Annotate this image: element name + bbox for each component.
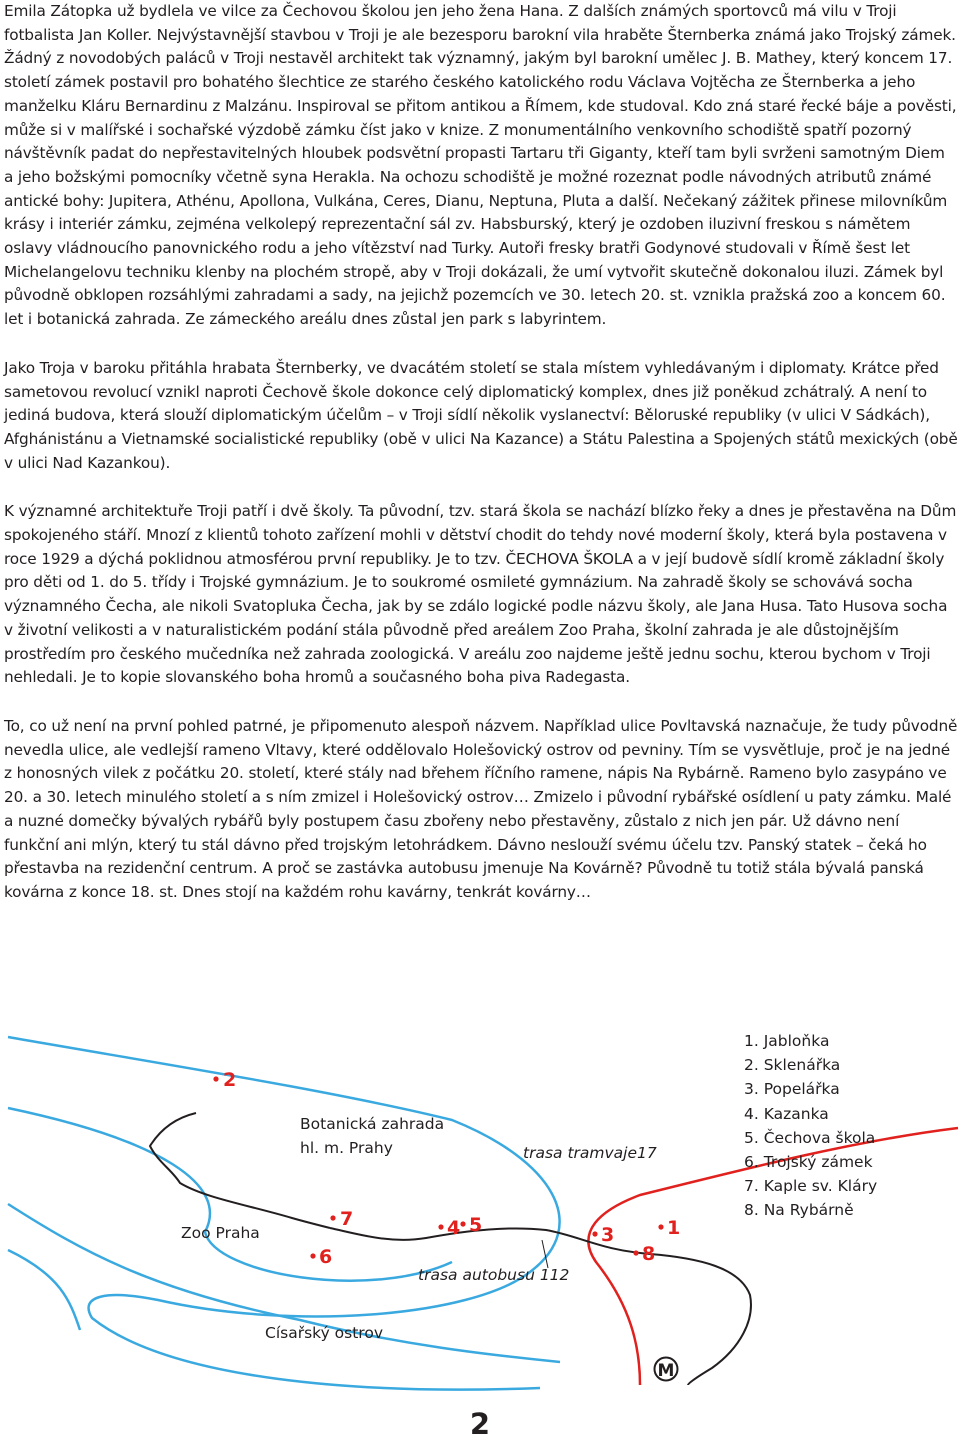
svg-text:8: 8 — [642, 1243, 656, 1265]
legend-item: 4. Kazanka — [744, 1104, 829, 1123]
paragraph-skoly: K významné architektuře Troji patří i dvě školy. Ta původní, tzv. stará škola se nachází blízko řeky a dnes je přestavěna na Dům spokojeného stáří. Mnozí z klientů tohoto zařízení mohli v dětství chodit do tehdy nové moderní školy, která byla postavena v roce 1929 a dýchá poklidnou atmosférou první republiky. Je to tzv. ČECHOVA ŠKOLA a v její budově sídlí kromě základní školy pro děti od 1. do 5. třídy i Trojské gymnázium. Je to soukromé osmileté gymnázium. Na zahradě školy se schovává socha významného Čecha, ale nikoli Svatopluka Čecha, jak by se zdálo logické podle názvu školy, ale Jana Husa. Tato Husova socha v životní velikosti a v naturalistickém podání stála původně před areálem Zoo Praha, školní zahrada je ale důstojnějším prostředím pro českého mučedníka než zahrada zoologická. V areálu zoo najdeme ještě jednu sochu, kterou bychom v Troji nehledali. Je to kopie slovanského boha hromů a současného boha piva Radegasta. — [4, 502, 957, 687]
stop-6 — [310, 1246, 332, 1268]
svg-text:3: 3 — [601, 1224, 615, 1246]
label-island: Císařský ostrov — [265, 1324, 383, 1342]
label-botanic-line2: hl. m. Prahy — [300, 1139, 393, 1157]
legend-item: 7. Kaple sv. Kláry — [744, 1177, 878, 1196]
legend-item: 2. Sklenářka — [744, 1056, 841, 1075]
svg-text:5: 5 — [469, 1214, 483, 1236]
paragraph-nazvy: To, co už není na první pohled patrné, je připomenuto alespoň názvem. Například ulice Povltavská naznačuje, že tudy původně nevedla ulice, ale vedlejší rameno Vltavy, které oddělovalo Holešovický ostrov od pevniny. Tím se vysvětluje, proč je na jedné z honosných vilek z počátku 20. století, které stály nad břehem říčního ramene, nápis Na Rybárně. Rameno bylo zasypáno ve 20. a 30. letech minulého století a s ním zmizel i Holešovický ostrov… Zmizelo i původní rybářské osídlení u paty zámku. Malé a nuzné domečky bývalých rybářů byly postupem času zbořeny nebo přestavěny, zůstalo z nich jen pár. Už dávno není funkční ani mlýn, který tu stál dávno před trojským letohrádkem. Dávno neslouží svému účelu tzv. Panský statek – čeká ho přestavba na rezidenční centrum. A proč se zastávka autobusu jmenuje Na Kovárně? Původně tu totiž stála bývalá panská kovárna z konce 18. st. Dnes stojí na každém rohu kavárny, tenkrát kovárny… — [4, 716, 958, 901]
page-number: 2 — [469, 1407, 491, 1441]
bus-route — [330, 1228, 751, 1385]
label-bus: trasa autobusu 112 — [418, 1266, 570, 1284]
paragraph-zamek: Emila Zátopka už bydlela ve vilce za Čechovou školou jen jeho žena Hana. Z dalších známých sportovců má vilu v Troji fotbalista Jan Koller. Nejvýstavnější stavbou v Troji je ale bezesporu barokní vila hraběte Šternberka známá jako Trojský zámek. Žádný z novodobých paláců v Troji nestavěl architekt tak významný, jakým byl barokní umělec J. B. Mathey, který koncem 17. století zámek postavil pro bohatého šlechtice ze starého českého katolického rodu Václava Vojtěcha ze Šternberka a jeho manželku Kláru Bernardinu z Malzánu. Inspiroval se přitom antikou a Římem, kde studoval. Kdo zná staré řecké báje a pověsti, může si v malířské i sochařské výzdobě zámku číst jako v knize. Z monumentálního venkovního schodiště spatří pozorný návštěvník padat do nepřestavitelných hloubek podsvětní propasti Tartaru tři Giganty, kteří tam byli svrženi samotným Diem a jeho božskými pomocníky včetně syna Herakla. Na ochozu schodiště je možné rozeznat podle návodných atributů známé antické bohy: Jupitera, Athénu, Apollona, Vulkána, Ceres, Dianu, Neptuna, Pluta a další. Nečekaný zážitek přinese milovníkům krásy i interiér zámku, zejména velkolepý reprezentační sál zv. Habsburský, který je ozdoben iluzivní freskou s námětem oslavy vládnoucího panovnického rodu a jeho vítězství nad Turky. Autoři fresky bratři Godynové studovali v Římě šest let Michelangelovu techniku klenby na plochém stropě, aby v Troji dokázali, že umí vytvořit skutečně dokonalou iluzi. Zámek byl původně obklopen rozsáhlými zahradami a sady, na jejichž pozemcích ve 30. letech 20. st. vznikla pražská zoo a koncem 60. let i botanická zahrada. Ze zámeckého areálu dnes zůstal jen park s labyrintem. — [4, 2, 957, 329]
svg-text:2: 2 — [223, 1069, 237, 1091]
legend-item: 6. Trojský zámek — [744, 1153, 873, 1172]
label-botanic-line1: Botanická zahrada — [300, 1115, 445, 1133]
svg-text:6: 6 — [319, 1246, 333, 1268]
legend-item: 3. Popelářka — [744, 1080, 840, 1099]
svg-text:M: M — [657, 1361, 675, 1381]
river-branch-left — [8, 1250, 80, 1330]
legend-item: 5. Čechova škola — [744, 1128, 876, 1147]
svg-text:4: 4 — [447, 1217, 461, 1239]
svg-text:1: 1 — [667, 1217, 681, 1239]
stop-3 — [592, 1224, 614, 1246]
metro-icon — [655, 1358, 678, 1382]
svg-text:7: 7 — [340, 1208, 354, 1230]
stop-1 — [658, 1217, 680, 1239]
label-tram: trasa tramvaje17 — [523, 1144, 657, 1162]
paragraph-diplomate: Jako Troja v baroku přitáhla hrabata Šternberky, ve dvacátém století se stala místem vyhledávaným i diplomaty. Krátce před sametovou revolucí vznikl naproti Čechově škole dokonce celý diplomatický komplex, dnes již poněkud zchátralý. A není to jediná budova, která slouží diplomatickým účelům – v Troji sídlí několik vyslanectví: Běloruské republiky (v ulici V Sádkách), Afghánistánu a Vietnamské socialistické republiky (obě v ulici Na Kazance) a Státu Palestina a Spojených států mexických (obě v ulici Nad Kazankou). — [4, 358, 958, 472]
stop-7 — [330, 1208, 353, 1230]
map-legend — [744, 1029, 877, 1223]
label-zoo: Zoo Praha — [181, 1224, 260, 1242]
legend-item: 1. Jabloňka — [744, 1032, 830, 1050]
article-text — [4, 0, 958, 930]
stop-8 — [633, 1243, 655, 1265]
legend-item: 8. Na Rybárně — [744, 1201, 854, 1220]
river-vltava-inner — [8, 1108, 452, 1281]
